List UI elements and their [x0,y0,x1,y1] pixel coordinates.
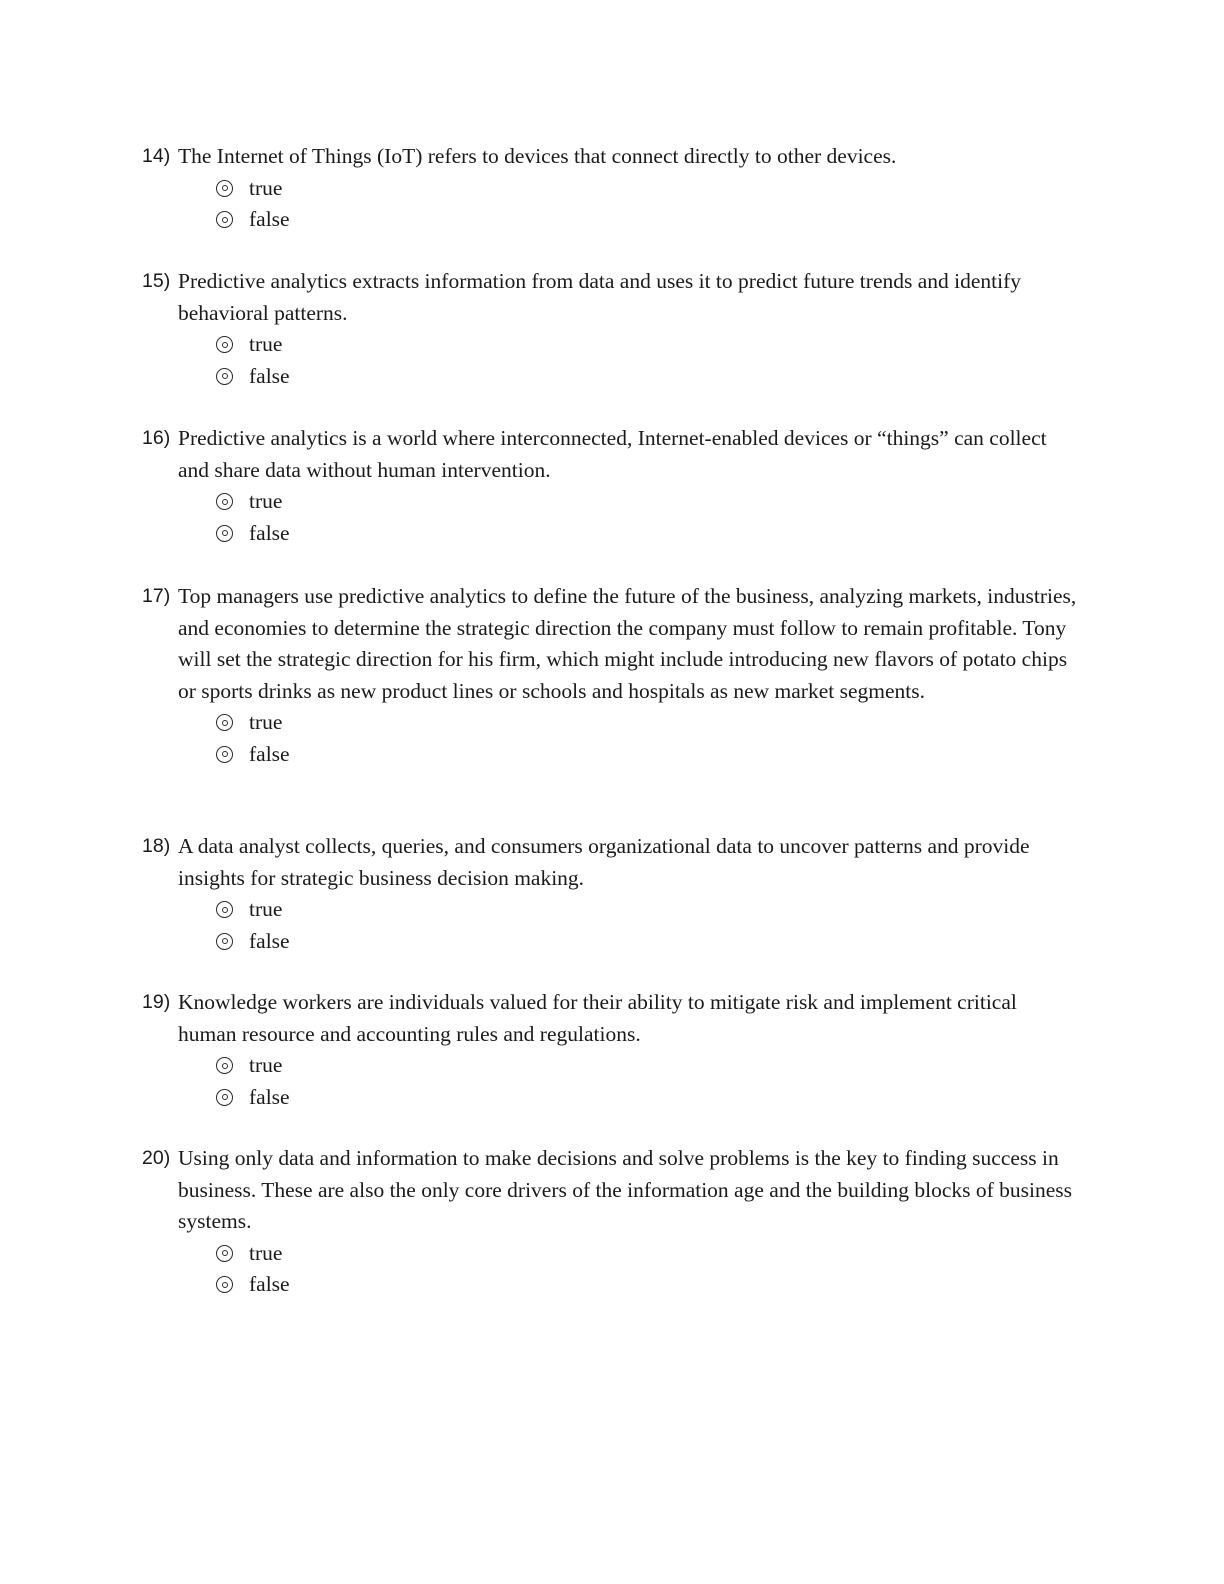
option-false[interactable] [216,361,1082,393]
radio-icon[interactable] [216,1276,233,1293]
option-false[interactable] [216,204,1082,236]
radio-icon[interactable] [216,714,233,731]
radio-icon[interactable] [216,1089,233,1106]
option-true[interactable] [216,486,1082,518]
radio-icon[interactable] [216,493,233,510]
option-label: false [249,1272,290,1296]
option-true[interactable] [216,173,1082,205]
option-group [216,1050,1082,1113]
option-label: true [249,710,283,734]
option-false[interactable] [216,518,1082,550]
option-true[interactable] [216,894,1082,926]
option-group [216,329,1082,392]
question-number: 20) [142,1147,171,1169]
option-true[interactable] [216,707,1082,739]
radio-icon[interactable] [216,180,233,197]
question-line [142,423,1082,486]
question-16 [142,423,1082,549]
question-number: 15) [142,270,171,292]
radio-icon[interactable] [216,211,233,228]
option-label: false [249,207,290,231]
option-group [216,486,1082,549]
question-18 [142,831,1082,957]
question-line [142,831,1082,894]
option-true[interactable] [216,329,1082,361]
option-label: false [249,928,290,953]
radio-icon[interactable] [216,368,233,385]
radio-icon[interactable] [216,1245,233,1262]
option-label: true [249,1240,283,1265]
option-label: true [249,897,283,921]
radio-icon[interactable] [216,933,233,950]
option-group [216,173,1082,236]
radio-icon[interactable] [216,901,233,918]
option-group [216,894,1082,957]
question-text: The Internet of Things (IoT) refers to devices that connect directly to other devices. [178,144,897,168]
question-number: 14) [142,145,171,167]
question-line [142,141,1082,173]
option-label: false [249,520,290,545]
radio-icon[interactable] [216,746,233,763]
radio-icon[interactable] [216,336,233,353]
option-label: false [249,363,290,388]
question-text: Predictive analytics is a world where interconnected, Internet-enabled devices or “things” can collect and share data without human intervention. [178,426,1047,482]
option-label: true [249,332,283,356]
question-line [142,1143,1082,1238]
option-label: true [249,175,283,200]
option-false[interactable] [216,739,1082,771]
question-number: 18) [142,835,171,857]
option-label: true [249,489,283,513]
question-number: 16) [142,427,171,449]
option-true[interactable] [216,1238,1082,1270]
question-line [142,987,1082,1050]
option-false[interactable] [216,1082,1082,1114]
option-label: false [249,741,290,766]
radio-icon[interactable] [216,1057,233,1074]
question-19 [142,987,1082,1113]
question-text: Top managers use predictive analytics to define the future of the business, analyzing markets, industries, and economies to determine the strategic direction the company must follow to remain profitable. Tony will set the strategic direction for his firm, which might include introducing new flavors of potato chips or sports drinks as new product lines or schools and hospitals as new market segments. [178,584,1077,703]
option-group [216,1238,1082,1301]
option-true[interactable] [216,1050,1082,1082]
question-line [142,266,1082,329]
question-text: Knowledge workers are individuals valued for their ability to mitigate risk and implement critical human resource and accounting rules and regulations. [178,990,1017,1046]
question-17 [142,581,1082,770]
question-number: 17) [142,585,171,607]
option-false[interactable] [216,1269,1082,1301]
question-14 [142,141,1082,236]
option-false[interactable] [216,926,1082,958]
question-text: Predictive analytics extracts information from data and uses it to predict future trends and identify behavioral patterns. [178,269,1022,325]
option-group [216,707,1082,770]
question-text: A data analyst collects, queries, and consumers organizational data to uncover patterns and provide insights for strategic business decision making. [178,834,1030,890]
option-label: false [249,1084,290,1109]
question-text: Using only data and information to make decisions and solve problems is the key to finding success in business. These are also the only core drivers of the information age and the building blocks of business systems. [178,1146,1073,1233]
question-15 [142,266,1082,392]
option-label: true [249,1053,283,1077]
question-line [142,581,1082,707]
question-20 [142,1143,1082,1301]
question-number: 19) [142,991,171,1013]
radio-icon[interactable] [216,525,233,542]
